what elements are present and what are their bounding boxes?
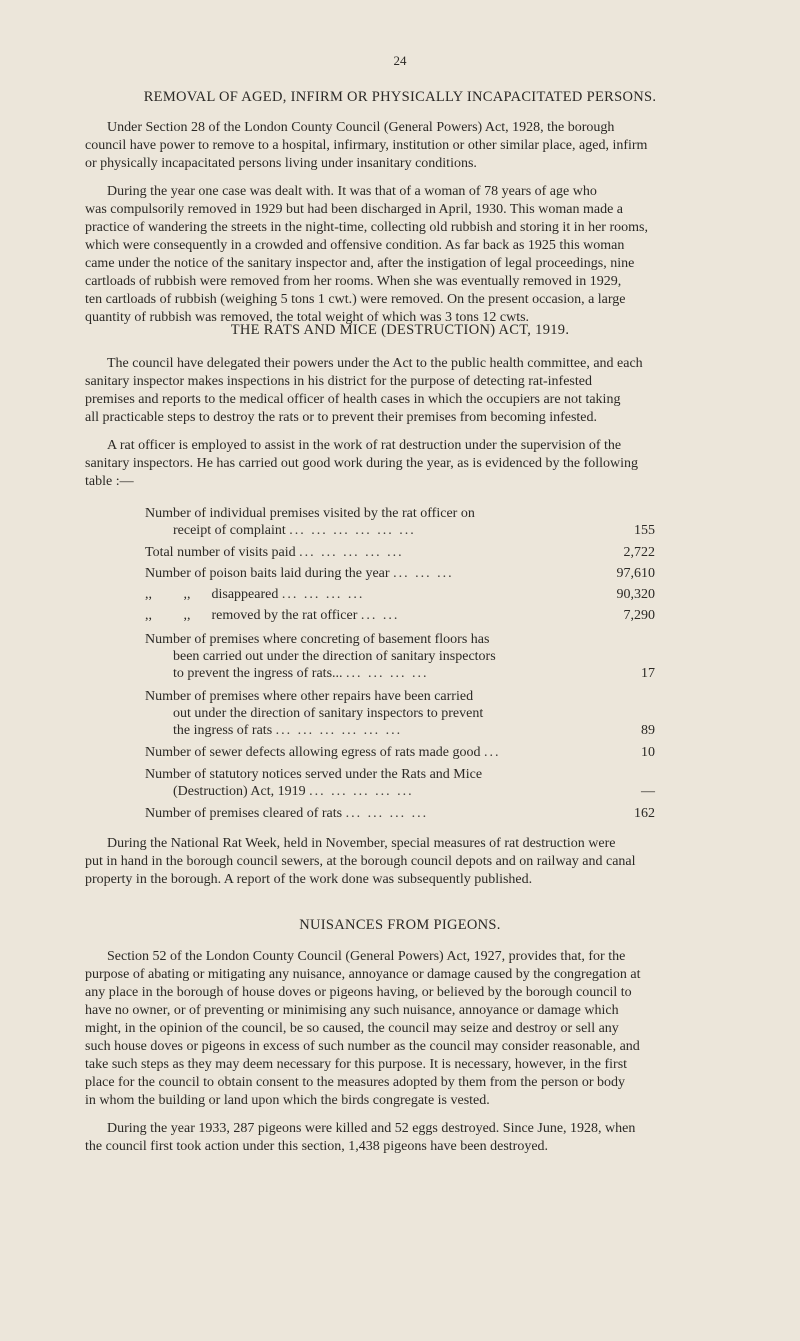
text-line: place for the council to obtain consent to the measures adopted by them from the person or body — [85, 1075, 626, 1090]
row-label: Number of sewer defects allowing egress of rats made good ... — [145, 745, 501, 760]
text-line: council have power to remove to a hospital, infirmary, institution or other similar place, aged, infirm — [85, 138, 648, 153]
row-label-continued: to prevent the ingress of rats... ... ... ... ... — [173, 666, 429, 681]
row-label: Number of premises cleared of rats ... ... ... ... — [145, 806, 429, 821]
table-row — [145, 586, 655, 603]
table-row — [145, 565, 655, 582]
row-label: ,, ,, removed by the rat officer ... ... — [145, 608, 400, 623]
paragraph — [85, 183, 717, 327]
text-line: such house doves or pigeons in excess of such number as the council may consider reasonable, and — [85, 1039, 640, 1054]
table-row — [145, 544, 655, 561]
table-row — [145, 805, 655, 822]
paragraph — [85, 1120, 717, 1156]
table-row — [145, 688, 655, 739]
row-label: ,, ,, disappeared ... ... ... ... — [145, 587, 365, 602]
row-value: 162 — [634, 806, 655, 821]
text-line: During the National Rat Week, held in November, special measures of rat destruction were — [107, 836, 616, 851]
leader-dots: ... ... ... ... ... ... — [275, 723, 403, 738]
text-line: the council first took action under this section, 1,438 pigeons have been destroyed. — [85, 1139, 549, 1154]
paragraph — [85, 355, 717, 427]
text-line: might, in the opinion of the council, be so caused, the council may seize and destroy or sell any — [85, 1021, 619, 1036]
section-title-pigeons: NUISANCES FROM PIGEONS. — [299, 917, 501, 933]
table-row — [145, 766, 655, 800]
text-line: During the year 1933, 287 pigeons were killed and 52 eggs destroyed. Since June, 1928, when — [107, 1121, 636, 1136]
paragraph — [85, 437, 717, 491]
table-row — [145, 505, 655, 539]
section-title-removal: REMOVAL OF AGED, INFIRM OR PHYSICALLY INCAPACITATED PERSONS. — [143, 89, 657, 105]
table-row — [145, 607, 655, 624]
text-line: any place in the borough of house doves or pigeons having, or believed by the borough council to — [85, 985, 632, 1000]
row-value: 90,320 — [616, 587, 655, 602]
text-line: have no owner, or of preventing or minimising any such nuisance, annoyance or damage which — [85, 1003, 619, 1018]
leader-dots: ... ... ... ... — [346, 666, 429, 681]
leader-dots: ... ... ... ... ... ... — [289, 523, 416, 538]
text-line: all practicable steps to destroy the rats or to prevent their premises from becoming infested. — [85, 410, 598, 425]
row-label-continued: (Destruction) Act, 1919 ... ... ... ... ... — [173, 784, 414, 799]
text-line: sanitary inspectors. He has carried out good work during the year, as is evidenced by the following — [85, 456, 639, 471]
section-title-rats-and-mice: THE RATS AND MICE (DESTRUCTION) ACT, 1919. — [230, 322, 570, 338]
leader-dots: ... ... ... ... ... — [309, 784, 414, 799]
row-label: Total number of visits paid ... ... ... ... ... — [145, 545, 404, 560]
row-label-continued: the ingress of rats ... ... ... ... ... ... — [173, 723, 403, 738]
leader-dots: ... ... ... ... ... — [299, 545, 404, 560]
text-line: which were consequently in a crowded and offensive condition. As far back as 1925 this woman — [85, 238, 625, 253]
row-value: 2,722 — [623, 545, 655, 560]
text-line: came under the notice of the sanitary inspector and, after the instigation of legal proceedings, nine — [85, 256, 635, 271]
row-value: 97,610 — [616, 566, 655, 581]
row-label: Number of individual premises visited by the rat officer on — [145, 506, 475, 521]
text-line: purpose of abating or mitigating any nuisance, annoyance or damage caused by the congregation at — [85, 967, 641, 982]
row-label-continued: been carried out under the direction of sanitary inspectors — [173, 649, 496, 664]
page-number: 24 — [393, 53, 407, 68]
text-line: sanitary inspector makes inspections in his district for the purpose of detecting rat-infested — [85, 374, 592, 389]
row-value: — — [641, 784, 655, 799]
text-line: take such steps as they may deem necessary for this purpose. It is necessary, however, in the first — [85, 1057, 628, 1072]
paragraph — [85, 948, 717, 1110]
leader-dots: ... ... ... — [393, 566, 454, 581]
text-line: The council have delegated their powers under the Act to the public health committee, and each — [107, 356, 643, 371]
text-line: put in hand in the borough council sewers, at the borough council depots and on railway and canal — [85, 854, 636, 869]
row-value: 17 — [641, 666, 655, 681]
text-line: During the year one case was dealt with. It was that of a woman of 78 years of age who — [107, 184, 597, 199]
paragraph — [85, 835, 717, 889]
text-line: table :— — [85, 474, 134, 489]
text-line: property in the borough. A report of the work done was subsequently published. — [85, 872, 533, 887]
leader-dots: ... ... ... ... — [345, 806, 429, 821]
leader-dots: ... ... — [360, 608, 400, 623]
row-label: Number of statutory notices served under the Rats and Mice — [145, 767, 483, 782]
table-row — [145, 631, 655, 682]
text-line: quantity of rubbish was removed, the total weight of which was 3 tons 12 cwts. — [85, 310, 530, 325]
text-line: Section 52 of the London County Council (General Powers) Act, 1927, provides that, for the — [107, 949, 626, 964]
text-line: practice of wandering the streets in the night-time, collecting old rubbish and storing it in her rooms, — [85, 220, 648, 235]
row-value: 10 — [641, 745, 655, 760]
row-label-continued: receipt of complaint ... ... ... ... ... ... — [173, 523, 416, 538]
text-line: A rat officer is employed to assist in the work of rat destruction under the supervision of the — [107, 438, 622, 453]
text-line: premises and reports to the medical officer of health cases in which the occupiers are not taking — [85, 392, 621, 407]
leader-dots: ... ... ... ... — [281, 587, 365, 602]
text-line: was compulsorily removed in 1929 but had been discharged in April, 1930. This woman made a — [85, 202, 623, 217]
leader-dots: ... — [484, 745, 501, 760]
paragraph — [85, 119, 717, 173]
row-label-continued: out under the direction of sanitary inspectors to prevent — [173, 706, 484, 721]
row-label: Number of premises where concreting of basement floors has — [145, 632, 490, 647]
row-label: Number of poison baits laid during the year ... ... ... — [145, 566, 454, 581]
text-line: or physically incapacitated persons living under insanitary conditions. — [85, 156, 477, 171]
row-value: 89 — [641, 723, 655, 738]
table-row — [145, 744, 655, 761]
text-line: Under Section 28 of the London County Council (General Powers) Act, 1928, the borough — [107, 120, 615, 135]
text-line: in whom the building or land upon which the birds congregate is vested. — [85, 1093, 490, 1108]
row-value: 155 — [634, 523, 655, 538]
text-line: cartloads of rubbish were removed from her rooms. When she was eventually removed in 1929, — [85, 274, 622, 289]
row-value: 7,290 — [623, 608, 655, 623]
text-line: ten cartloads of rubbish (weighing 5 tons 1 cwt.) were removed. On the present occasion, a large — [85, 292, 626, 307]
row-label: Number of premises where other repairs have been carried — [145, 689, 474, 704]
